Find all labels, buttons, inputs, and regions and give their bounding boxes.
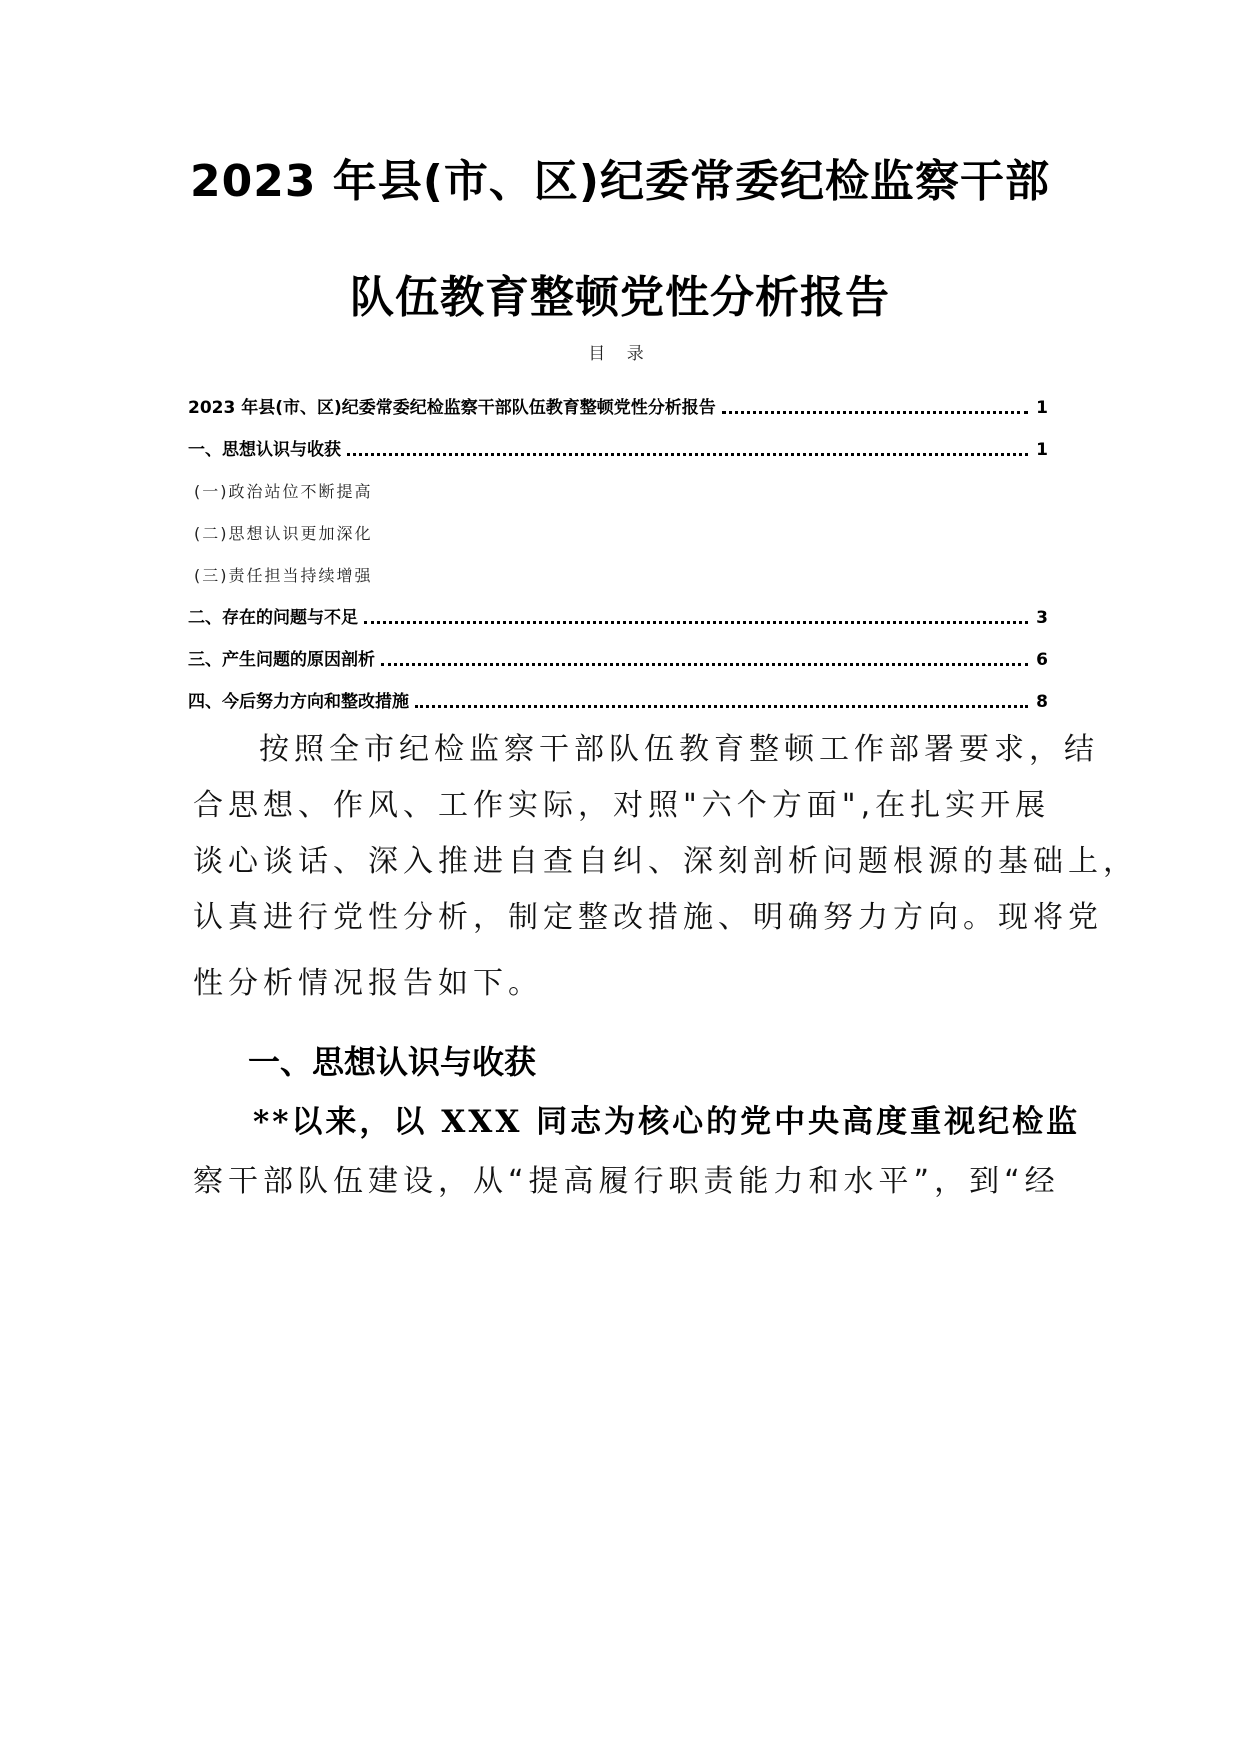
paragraph-line: 认真进行党性分析，制定整改措施、明确努力方向。现将党: [193, 900, 1103, 935]
toc-leader-dots: [381, 662, 1028, 666]
toc-entry[interactable]: [188, 430, 1048, 460]
toc-entry-page: 3: [1036, 608, 1048, 628]
document-title-line-1: 2023 年县(市、区)纪委常委纪检监察干部: [190, 156, 1050, 207]
toc-entry-page: 8: [1036, 692, 1048, 712]
toc-entry-label: (一)政治站位不断提高: [194, 482, 373, 501]
paragraph-line: 按照全市纪检监察干部队伍教育整顿工作部署要求，结: [259, 732, 1099, 767]
toc-leader-dots: [722, 410, 1028, 414]
toc-leader-dots: [364, 620, 1028, 624]
toc-heading: 目 录: [588, 344, 652, 364]
toc-entry[interactable]: [188, 682, 1048, 712]
toc-subentry[interactable]: [188, 556, 1054, 586]
toc-entry-page: 1: [1036, 440, 1048, 460]
toc-entry-label: 三、产生问题的原因剖析: [188, 650, 375, 670]
toc-entry[interactable]: [188, 640, 1048, 670]
toc-entry-label: 一、思想认识与收获: [188, 440, 341, 460]
paragraph-line: 谈心谈话、深入推进自查自纠、深刻剖析问题根源的基础上，: [193, 844, 1138, 879]
toc-subentry[interactable]: [188, 514, 1054, 544]
toc-entry-label: 四、今后努力方向和整改措施: [188, 692, 409, 712]
paragraph-line: 性分析情况报告如下。: [193, 966, 543, 1001]
toc-subentry[interactable]: [188, 472, 1054, 502]
document-title-line-2: 队伍教育整顿党性分析报告: [350, 272, 890, 323]
toc-leader-dots: [415, 704, 1028, 708]
section-heading: 一、思想认识与收获: [248, 1043, 537, 1081]
toc-entry-label: (二)思想认识更加深化: [194, 524, 373, 543]
toc-leader-dots: [347, 452, 1028, 456]
toc-entry-label: (三)责任担当持续增强: [194, 566, 373, 585]
paragraph-line: 察干部队伍建设，从“提高履行职责能力和水平”，到“经: [193, 1164, 1060, 1199]
paragraph-line: 合思想、作风、工作实际，对照"六个方面",在扎实开展: [193, 788, 1051, 823]
section-bold-text: **以来，以 XXX 同志为核心的党中央高度重视纪检监: [253, 1104, 1081, 1140]
toc-entry-page: 1: [1036, 398, 1048, 418]
toc-entry-page: 6: [1036, 650, 1048, 670]
toc-entry[interactable]: [188, 598, 1048, 628]
toc-entry-label: 2023 年县(市、区)纪委常委纪检监察干部队伍教育整顿党性分析报告: [188, 398, 716, 418]
toc-entry[interactable]: [188, 388, 1048, 418]
toc-entry-label: 二、存在的问题与不足: [188, 608, 358, 628]
